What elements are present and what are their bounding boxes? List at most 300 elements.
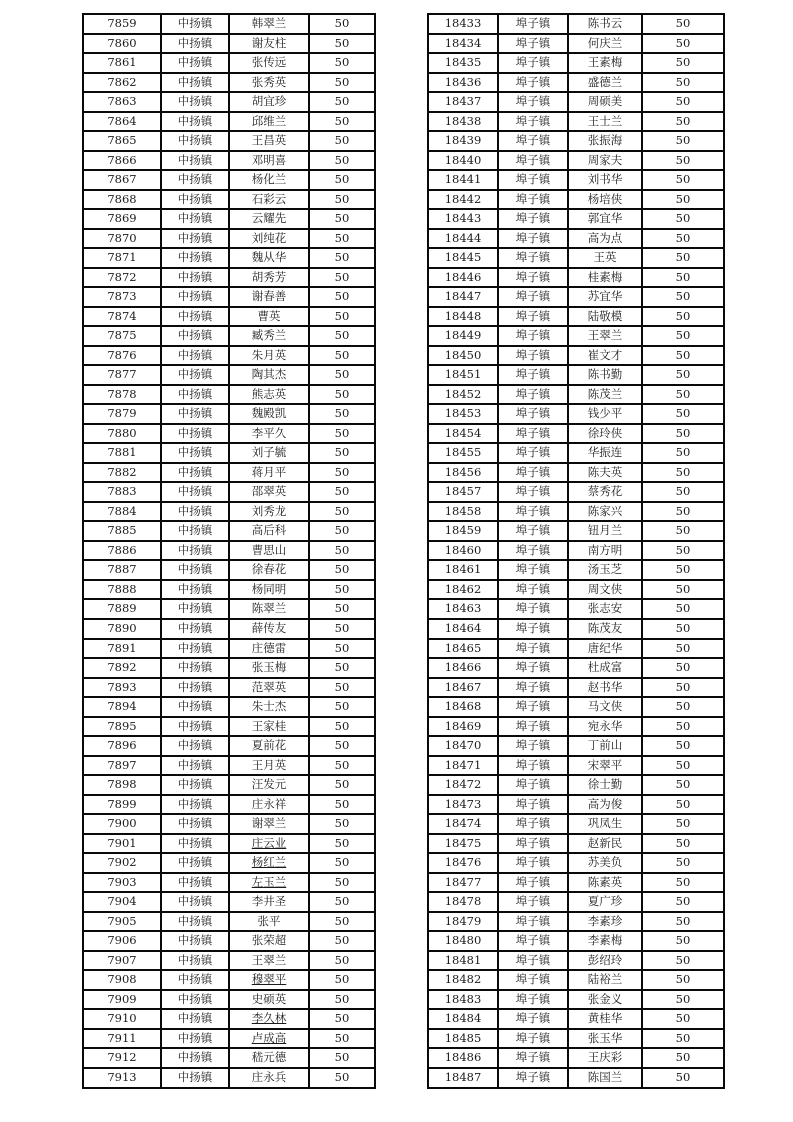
cell-town: 埠子镇 xyxy=(498,34,568,54)
cell-amount: 50 xyxy=(309,521,375,541)
cell-serial-number: 7874 xyxy=(83,307,161,327)
cell-amount: 50 xyxy=(309,1029,375,1049)
cell-amount: 50 xyxy=(642,873,724,893)
cell-amount: 50 xyxy=(309,795,375,815)
table-row xyxy=(428,365,724,385)
cell-serial-number: 7902 xyxy=(83,853,161,873)
cell-serial-number: 7887 xyxy=(83,560,161,580)
cell-serial-number: 18443 xyxy=(428,209,498,229)
table-row xyxy=(428,795,724,815)
cell-amount: 50 xyxy=(309,73,375,93)
cell-serial-number: 7865 xyxy=(83,131,161,151)
cell-amount: 50 xyxy=(642,229,724,249)
table-row xyxy=(428,326,724,346)
cell-person-name: 蔡秀花 xyxy=(568,482,642,502)
cell-amount: 50 xyxy=(309,1009,375,1029)
cell-serial-number: 18482 xyxy=(428,970,498,990)
table-row xyxy=(428,834,724,854)
table-row xyxy=(83,736,375,756)
cell-serial-number: 18473 xyxy=(428,795,498,815)
cell-town: 埠子镇 xyxy=(498,1068,568,1088)
cell-serial-number: 7913 xyxy=(83,1068,161,1088)
cell-amount: 50 xyxy=(642,482,724,502)
cell-town: 中扬镇 xyxy=(161,951,229,971)
cell-amount: 50 xyxy=(642,717,724,737)
cell-amount: 50 xyxy=(309,853,375,873)
cell-amount: 50 xyxy=(309,736,375,756)
cell-town: 埠子镇 xyxy=(498,521,568,541)
cell-person-name: 蒋月平 xyxy=(229,463,309,483)
cell-amount: 50 xyxy=(642,73,724,93)
cell-serial-number: 7859 xyxy=(83,14,161,34)
table-row xyxy=(83,853,375,873)
cell-serial-number: 7867 xyxy=(83,170,161,190)
cell-person-name: 杨培侠 xyxy=(568,190,642,210)
table-row xyxy=(83,385,375,405)
cell-amount: 50 xyxy=(642,170,724,190)
cell-serial-number: 18486 xyxy=(428,1048,498,1068)
cell-person-name: 徐春花 xyxy=(229,560,309,580)
cell-serial-number: 18440 xyxy=(428,151,498,171)
cell-amount: 50 xyxy=(309,756,375,776)
cell-person-name: 臧秀兰 xyxy=(229,326,309,346)
cell-town: 埠子镇 xyxy=(498,268,568,288)
cell-serial-number: 18455 xyxy=(428,443,498,463)
cell-town: 中扬镇 xyxy=(161,248,229,268)
cell-town: 埠子镇 xyxy=(498,307,568,327)
cell-person-name: 薛传友 xyxy=(229,619,309,639)
table-row xyxy=(83,424,375,444)
cell-serial-number: 7890 xyxy=(83,619,161,639)
cell-amount: 50 xyxy=(642,443,724,463)
cell-person-name: 苏美负 xyxy=(568,853,642,873)
table-row xyxy=(83,34,375,54)
cell-serial-number: 18467 xyxy=(428,678,498,698)
cell-town: 埠子镇 xyxy=(498,853,568,873)
cell-person-name: 熊志英 xyxy=(229,385,309,405)
cell-serial-number: 18435 xyxy=(428,53,498,73)
table-row xyxy=(83,834,375,854)
cell-serial-number: 18478 xyxy=(428,892,498,912)
cell-town: 埠子镇 xyxy=(498,404,568,424)
table-row xyxy=(428,990,724,1010)
cell-serial-number: 7864 xyxy=(83,112,161,132)
cell-town: 埠子镇 xyxy=(498,502,568,522)
cell-serial-number: 18479 xyxy=(428,912,498,932)
cell-amount: 50 xyxy=(309,365,375,385)
cell-person-name: 杨红兰 xyxy=(229,853,309,873)
cell-town: 中扬镇 xyxy=(161,482,229,502)
cell-amount: 50 xyxy=(642,248,724,268)
cell-town: 埠子镇 xyxy=(498,717,568,737)
cell-amount: 50 xyxy=(642,541,724,561)
table-row xyxy=(428,697,724,717)
cell-town: 埠子镇 xyxy=(498,1048,568,1068)
cell-serial-number: 18448 xyxy=(428,307,498,327)
cell-person-name: 李久林 xyxy=(229,1009,309,1029)
cell-amount: 50 xyxy=(309,639,375,659)
table-row xyxy=(428,287,724,307)
cell-person-name: 邱维兰 xyxy=(229,112,309,132)
cell-person-name: 杨化兰 xyxy=(229,170,309,190)
table-row xyxy=(83,1068,375,1088)
cell-town: 埠子镇 xyxy=(498,287,568,307)
cell-person-name: 邓明喜 xyxy=(229,151,309,171)
cell-serial-number: 7910 xyxy=(83,1009,161,1029)
cell-person-name: 崔文才 xyxy=(568,346,642,366)
cell-serial-number: 7863 xyxy=(83,92,161,112)
cell-town: 埠子镇 xyxy=(498,229,568,249)
cell-town: 中扬镇 xyxy=(161,736,229,756)
table-row xyxy=(428,931,724,951)
cell-town: 埠子镇 xyxy=(498,990,568,1010)
cell-town: 中扬镇 xyxy=(161,931,229,951)
cell-serial-number: 7869 xyxy=(83,209,161,229)
table-row xyxy=(428,541,724,561)
cell-amount: 50 xyxy=(642,287,724,307)
cell-town: 中扬镇 xyxy=(161,678,229,698)
cell-amount: 50 xyxy=(309,131,375,151)
cell-amount: 50 xyxy=(642,658,724,678)
cell-amount: 50 xyxy=(309,912,375,932)
cell-person-name: 庄永祥 xyxy=(229,795,309,815)
cell-town: 埠子镇 xyxy=(498,619,568,639)
cell-serial-number: 18447 xyxy=(428,287,498,307)
cell-person-name: 陈书勤 xyxy=(568,365,642,385)
cell-serial-number: 18487 xyxy=(428,1068,498,1088)
table-row xyxy=(428,92,724,112)
cell-serial-number: 18474 xyxy=(428,814,498,834)
cell-amount: 50 xyxy=(642,190,724,210)
table-row xyxy=(428,873,724,893)
cell-serial-number: 18450 xyxy=(428,346,498,366)
cell-amount: 50 xyxy=(642,404,724,424)
cell-town: 中扬镇 xyxy=(161,14,229,34)
cell-person-name: 周硕美 xyxy=(568,92,642,112)
cell-town: 中扬镇 xyxy=(161,365,229,385)
cell-person-name: 钱少平 xyxy=(568,404,642,424)
cell-person-name: 苏宜华 xyxy=(568,287,642,307)
table-row xyxy=(83,756,375,776)
cell-serial-number: 7908 xyxy=(83,970,161,990)
table-row xyxy=(83,326,375,346)
cell-amount: 50 xyxy=(642,424,724,444)
table-row xyxy=(428,424,724,444)
cell-amount: 50 xyxy=(309,190,375,210)
cell-town: 中扬镇 xyxy=(161,619,229,639)
cell-person-name: 石彩云 xyxy=(229,190,309,210)
table-row xyxy=(83,151,375,171)
cell-amount: 50 xyxy=(309,892,375,912)
table-row xyxy=(83,814,375,834)
cell-person-name: 唐纪华 xyxy=(568,639,642,659)
table-row xyxy=(428,268,724,288)
cell-amount: 50 xyxy=(642,92,724,112)
cell-town: 埠子镇 xyxy=(498,951,568,971)
cell-town: 埠子镇 xyxy=(498,482,568,502)
table-row xyxy=(83,795,375,815)
table-row xyxy=(428,892,724,912)
cell-serial-number: 18463 xyxy=(428,599,498,619)
cell-serial-number: 7886 xyxy=(83,541,161,561)
table-row xyxy=(83,560,375,580)
cell-amount: 50 xyxy=(642,131,724,151)
cell-town: 中扬镇 xyxy=(161,717,229,737)
table-row xyxy=(428,248,724,268)
cell-person-name: 胡宜珍 xyxy=(229,92,309,112)
cell-amount: 50 xyxy=(309,619,375,639)
cell-amount: 50 xyxy=(309,229,375,249)
table-row xyxy=(428,1029,724,1049)
cell-town: 埠子镇 xyxy=(498,931,568,951)
cell-person-name: 谢春善 xyxy=(229,287,309,307)
roster-table-left xyxy=(82,13,376,1089)
cell-town: 中扬镇 xyxy=(161,853,229,873)
cell-serial-number: 18436 xyxy=(428,73,498,93)
cell-town: 中扬镇 xyxy=(161,404,229,424)
cell-serial-number: 7861 xyxy=(83,53,161,73)
cell-serial-number: 7911 xyxy=(83,1029,161,1049)
cell-amount: 50 xyxy=(642,756,724,776)
cell-person-name: 王素梅 xyxy=(568,53,642,73)
cell-serial-number: 7883 xyxy=(83,482,161,502)
cell-town: 中扬镇 xyxy=(161,756,229,776)
cell-amount: 50 xyxy=(642,326,724,346)
cell-serial-number: 7893 xyxy=(83,678,161,698)
cell-person-name: 马文侠 xyxy=(568,697,642,717)
cell-town: 中扬镇 xyxy=(161,131,229,151)
cell-serial-number: 7894 xyxy=(83,697,161,717)
cell-person-name: 曹思山 xyxy=(229,541,309,561)
cell-amount: 50 xyxy=(309,1048,375,1068)
cell-amount: 50 xyxy=(642,834,724,854)
cell-town: 埠子镇 xyxy=(498,190,568,210)
table-row xyxy=(83,931,375,951)
cell-person-name: 陈茂兰 xyxy=(568,385,642,405)
cell-amount: 50 xyxy=(309,970,375,990)
cell-serial-number: 7875 xyxy=(83,326,161,346)
table-row xyxy=(83,463,375,483)
cell-town: 埠子镇 xyxy=(498,112,568,132)
table-row xyxy=(83,658,375,678)
cell-amount: 50 xyxy=(309,1068,375,1088)
table-row xyxy=(83,482,375,502)
cell-serial-number: 18445 xyxy=(428,248,498,268)
cell-person-name: 黄桂华 xyxy=(568,1009,642,1029)
cell-amount: 50 xyxy=(642,365,724,385)
cell-town: 埠子镇 xyxy=(498,912,568,932)
cell-person-name: 魏殿凯 xyxy=(229,404,309,424)
table-row xyxy=(428,521,724,541)
cell-person-name: 徐玲侠 xyxy=(568,424,642,444)
table-row xyxy=(428,151,724,171)
cell-serial-number: 18439 xyxy=(428,131,498,151)
cell-person-name: 谢翠兰 xyxy=(229,814,309,834)
cell-person-name: 陈茂友 xyxy=(568,619,642,639)
cell-person-name: 陈国兰 xyxy=(568,1068,642,1088)
table-row xyxy=(83,717,375,737)
cell-serial-number: 18484 xyxy=(428,1009,498,1029)
cell-serial-number: 7878 xyxy=(83,385,161,405)
cell-serial-number: 18469 xyxy=(428,717,498,737)
cell-town: 埠子镇 xyxy=(498,14,568,34)
cell-amount: 50 xyxy=(642,931,724,951)
cell-amount: 50 xyxy=(309,287,375,307)
table-row xyxy=(428,53,724,73)
table-row xyxy=(83,970,375,990)
table-row xyxy=(83,1029,375,1049)
table-row xyxy=(428,580,724,600)
table-row xyxy=(83,14,375,34)
cell-serial-number: 18468 xyxy=(428,697,498,717)
cell-person-name: 张振海 xyxy=(568,131,642,151)
cell-serial-number: 18444 xyxy=(428,229,498,249)
cell-town: 中扬镇 xyxy=(161,209,229,229)
table-row xyxy=(428,385,724,405)
cell-amount: 50 xyxy=(642,736,724,756)
cell-person-name: 朱士杰 xyxy=(229,697,309,717)
cell-serial-number: 18456 xyxy=(428,463,498,483)
cell-town: 埠子镇 xyxy=(498,814,568,834)
cell-serial-number: 18453 xyxy=(428,404,498,424)
cell-serial-number: 7904 xyxy=(83,892,161,912)
cell-person-name: 丁前山 xyxy=(568,736,642,756)
cell-town: 中扬镇 xyxy=(161,287,229,307)
cell-person-name: 王家桂 xyxy=(229,717,309,737)
cell-serial-number: 7871 xyxy=(83,248,161,268)
cell-person-name: 云耀先 xyxy=(229,209,309,229)
cell-town: 中扬镇 xyxy=(161,541,229,561)
cell-town: 中扬镇 xyxy=(161,521,229,541)
cell-person-name: 杜成富 xyxy=(568,658,642,678)
cell-serial-number: 7889 xyxy=(83,599,161,619)
cell-amount: 50 xyxy=(309,424,375,444)
table-row xyxy=(83,443,375,463)
cell-person-name: 王月英 xyxy=(229,756,309,776)
cell-serial-number: 7882 xyxy=(83,463,161,483)
table-row xyxy=(428,639,724,659)
cell-amount: 50 xyxy=(309,560,375,580)
table-row xyxy=(83,697,375,717)
table-row xyxy=(83,541,375,561)
cell-town: 埠子镇 xyxy=(498,756,568,776)
cell-town: 中扬镇 xyxy=(161,92,229,112)
cell-serial-number: 18457 xyxy=(428,482,498,502)
cell-serial-number: 18460 xyxy=(428,541,498,561)
cell-town: 中扬镇 xyxy=(161,268,229,288)
table-row xyxy=(428,678,724,698)
cell-town: 中扬镇 xyxy=(161,795,229,815)
cell-town: 中扬镇 xyxy=(161,326,229,346)
cell-town: 中扬镇 xyxy=(161,151,229,171)
cell-serial-number: 7912 xyxy=(83,1048,161,1068)
table-row xyxy=(83,287,375,307)
table-row xyxy=(83,599,375,619)
table-row xyxy=(83,248,375,268)
cell-amount: 50 xyxy=(309,775,375,795)
cell-person-name: 李平久 xyxy=(229,424,309,444)
cell-serial-number: 7868 xyxy=(83,190,161,210)
cell-person-name: 华振连 xyxy=(568,443,642,463)
cell-serial-number: 7900 xyxy=(83,814,161,834)
cell-person-name: 王英 xyxy=(568,248,642,268)
cell-serial-number: 7884 xyxy=(83,502,161,522)
table-row xyxy=(428,717,724,737)
cell-person-name: 汪发元 xyxy=(229,775,309,795)
cell-town: 中扬镇 xyxy=(161,346,229,366)
cell-person-name: 陆敬模 xyxy=(568,307,642,327)
cell-town: 埠子镇 xyxy=(498,736,568,756)
cell-amount: 50 xyxy=(642,209,724,229)
cell-town: 埠子镇 xyxy=(498,541,568,561)
cell-amount: 50 xyxy=(309,170,375,190)
table-row xyxy=(83,580,375,600)
table-row xyxy=(428,775,724,795)
cell-person-name: 陆裕兰 xyxy=(568,970,642,990)
cell-town: 埠子镇 xyxy=(498,151,568,171)
cell-person-name: 高为俊 xyxy=(568,795,642,815)
cell-person-name: 韩翠兰 xyxy=(229,14,309,34)
cell-amount: 50 xyxy=(309,873,375,893)
cell-person-name: 史硕英 xyxy=(229,990,309,1010)
cell-serial-number: 18464 xyxy=(428,619,498,639)
table-row xyxy=(428,112,724,132)
cell-amount: 50 xyxy=(309,112,375,132)
table-row xyxy=(428,814,724,834)
cell-amount: 50 xyxy=(309,717,375,737)
cell-amount: 50 xyxy=(642,14,724,34)
cell-person-name: 刘子毓 xyxy=(229,443,309,463)
cell-person-name: 何庆兰 xyxy=(568,34,642,54)
table-row xyxy=(428,443,724,463)
cell-person-name: 李素珍 xyxy=(568,912,642,932)
cell-town: 埠子镇 xyxy=(498,970,568,990)
cell-serial-number: 7898 xyxy=(83,775,161,795)
cell-serial-number: 18458 xyxy=(428,502,498,522)
cell-serial-number: 18441 xyxy=(428,170,498,190)
cell-amount: 50 xyxy=(642,385,724,405)
table-row xyxy=(428,658,724,678)
table-row xyxy=(428,853,724,873)
table-row xyxy=(428,756,724,776)
cell-amount: 50 xyxy=(309,385,375,405)
cell-serial-number: 18434 xyxy=(428,34,498,54)
cell-person-name: 陈书云 xyxy=(568,14,642,34)
cell-serial-number: 18481 xyxy=(428,951,498,971)
cell-serial-number: 18472 xyxy=(428,775,498,795)
roster-table-right xyxy=(427,13,725,1089)
table-row xyxy=(83,346,375,366)
table-row xyxy=(83,892,375,912)
cell-amount: 50 xyxy=(642,151,724,171)
cell-amount: 50 xyxy=(642,560,724,580)
table-row xyxy=(428,34,724,54)
cell-town: 中扬镇 xyxy=(161,307,229,327)
cell-town: 埠子镇 xyxy=(498,73,568,93)
table-row xyxy=(83,190,375,210)
cell-person-name: 邵翠英 xyxy=(229,482,309,502)
cell-person-name: 汤玉芝 xyxy=(568,560,642,580)
cell-person-name: 杨同明 xyxy=(229,580,309,600)
cell-person-name: 卢成高 xyxy=(229,1029,309,1049)
cell-serial-number: 7896 xyxy=(83,736,161,756)
cell-serial-number: 7892 xyxy=(83,658,161,678)
cell-person-name: 刘书华 xyxy=(568,170,642,190)
cell-serial-number: 7895 xyxy=(83,717,161,737)
cell-amount: 50 xyxy=(642,53,724,73)
cell-serial-number: 18483 xyxy=(428,990,498,1010)
cell-person-name: 周家夫 xyxy=(568,151,642,171)
